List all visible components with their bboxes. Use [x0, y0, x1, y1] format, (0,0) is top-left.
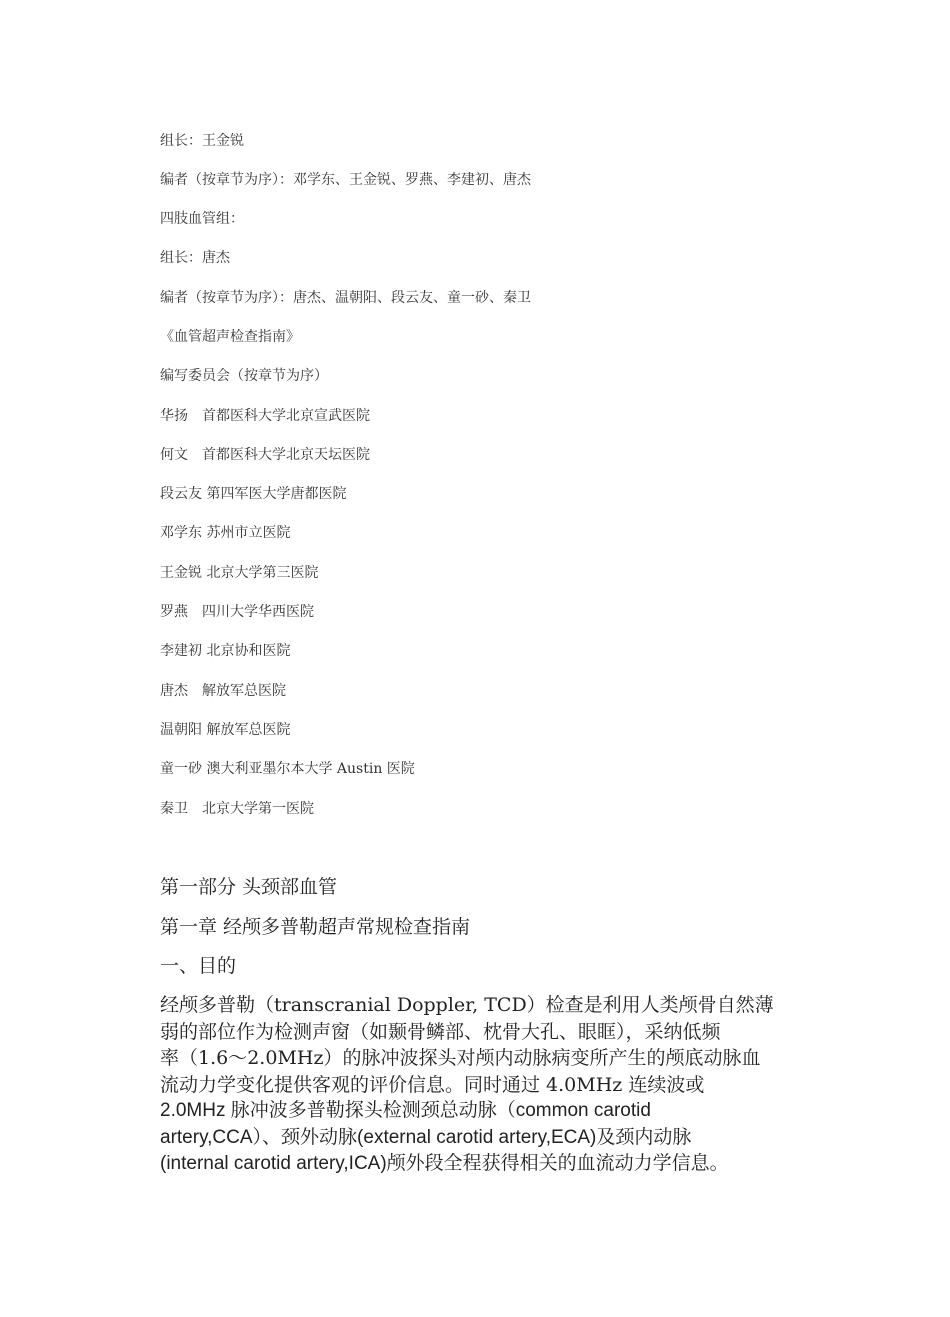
- section-title: 一、目的: [160, 955, 237, 977]
- chapter-title: 第一章 经颅多普勒超声常规检查指南: [160, 916, 471, 938]
- committee-line: 《血管超声检查指南》: [160, 329, 300, 345]
- paragraph-line: 2.0MHz 脉冲波多普勒探头检测颈总动脉（common carotid: [160, 1100, 651, 1121]
- paragraph-line: 经颅多普勒（transcranial Doppler, TCD）检查是利用人类颅骨自然薄: [160, 994, 774, 1016]
- committee-line: 温朝阳 解放军总医院: [160, 722, 291, 738]
- paragraph-line: 率（1.6～2.0MHz）的脉冲波探头对颅内动脉病变所产生的颅底动脉血: [160, 1047, 761, 1069]
- committee-line: 段云友 第四军医大学唐都医院: [160, 486, 347, 502]
- committee-line: 邓学东 苏州市立医院: [160, 525, 291, 541]
- committee-line: 何文 首都医科大学北京天坛医院: [160, 447, 370, 463]
- committee-line: 秦卫 北京大学第一医院: [160, 801, 314, 817]
- paragraph-line: 弱的部位作为检测声窗（如颞骨鳞部、枕骨大孔、眼眶），采纳低频: [160, 1020, 721, 1043]
- committee-line: 李建初 北京协和医院: [160, 643, 291, 659]
- committee-line: 编写委员会（按章节为序）: [160, 368, 328, 384]
- committee-line: 王金锐 北京大学第三医院: [160, 565, 319, 581]
- committee-line: 编者（按章节为序）：唐杰、温朝阳、段云友、童一砂、秦卫: [160, 290, 531, 306]
- body-paragraph: [160, 992, 800, 1178]
- part-title: 第一部分 头颈部血管: [160, 876, 338, 898]
- committee-line: 组长：唐杰: [160, 250, 230, 266]
- committee-line: 童一砂 澳大利亚墨尔本大学 Austin 医院: [160, 761, 415, 777]
- committee-line: 编者（按章节为序）：邓学东、王金锐、罗燕、李建初、唐杰: [160, 172, 531, 188]
- paragraph-line: artery,CCA）、颈外动脉(external carotid artery,ECA)及颈内动脉: [160, 1126, 692, 1148]
- paragraph-line: 流动力学变化提供客观的评价信息。同时通过 4.0MHz 连续波或: [160, 1073, 705, 1096]
- committee-line: 罗燕 四川大学华西医院: [160, 604, 314, 620]
- paragraph-line: (internal carotid artery,ICA)颅外段全程获得相关的血流动力学信息。: [160, 1153, 729, 1174]
- committee-line: 四肢血管组：: [160, 211, 244, 227]
- committee-line: 华扬 首都医科大学北京宣武医院: [160, 408, 370, 424]
- committee-line: 唐杰 解放军总医院: [160, 683, 286, 699]
- committee-line: 组长：王金锐: [160, 133, 244, 149]
